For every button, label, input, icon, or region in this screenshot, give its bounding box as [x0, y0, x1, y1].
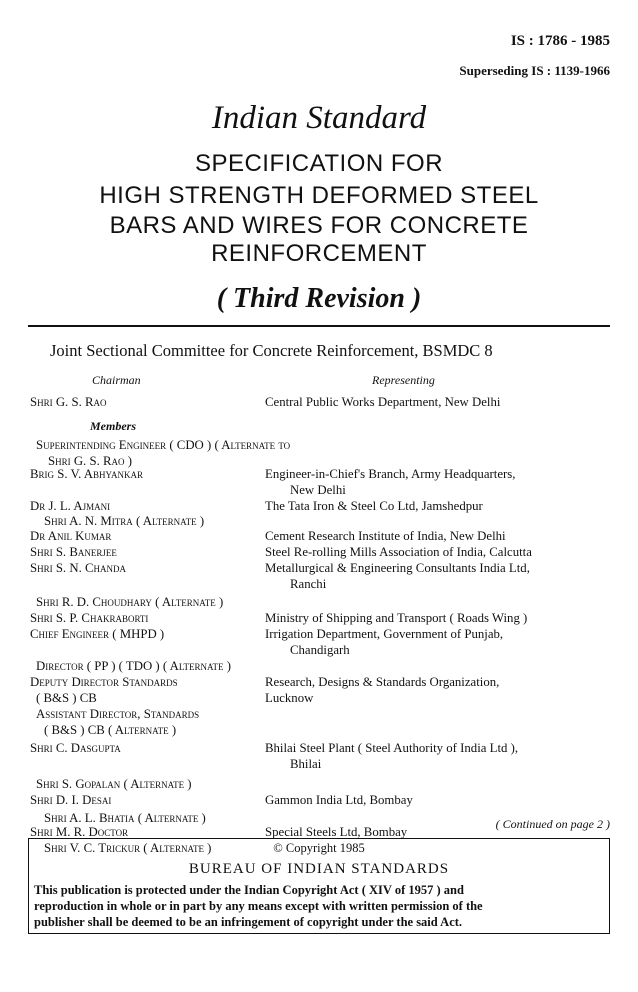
- member-name: Shri S. P. Chakraborti: [30, 611, 149, 625]
- member-name: Shri V. C. Trickur ( Alternate ): [44, 841, 212, 855]
- member-representing: Ranchi: [290, 577, 327, 591]
- member-name: Shri S. Banerjee: [30, 545, 117, 559]
- member-name: Shri S. Gopalan ( Alternate ): [36, 777, 192, 791]
- member-name: Superintending Engineer ( CDO ) ( Alternate to: [36, 438, 291, 452]
- member-name: Deputy Director Standards: [30, 675, 178, 689]
- member-name: Shri G. S. Rao ): [48, 454, 132, 468]
- standard-number: IS : 1786 - 1985: [510, 33, 610, 49]
- member-representing: Cement Research Institute of India, New Delhi: [265, 529, 506, 543]
- chairman-name: Shri G. S. Rao: [30, 395, 107, 409]
- member-name: Chief Engineer ( MHPD ): [30, 627, 165, 641]
- member-representing: Gammon India Ltd, Bombay: [265, 793, 413, 807]
- member-name: Assistant Director, Standards: [36, 707, 200, 721]
- members-heading: Members: [90, 419, 136, 433]
- member-name: Dr J. L. Ajmani: [30, 499, 111, 513]
- member-representing: Engineer-in-Chief's Branch, Army Headquarters,: [265, 467, 516, 481]
- member-representing: Metallurgical & Engineering Consultants India Ltd,: [265, 561, 530, 575]
- member-representing: Bhilai Steel Plant ( Steel Authority of India Ltd ),: [265, 741, 519, 755]
- superseding-note: Superseding IS : 1139-1966: [459, 63, 610, 78]
- title-line-1: SPECIFICATION FOR: [194, 150, 444, 177]
- member-representing: Ministry of Shipping and Transport ( Roads Wing ): [265, 611, 528, 625]
- member-name: Director ( PP ) ( TDO ) ( Alternate ): [36, 659, 231, 673]
- member-name: Shri A. N. Mitra ( Alternate ): [44, 514, 205, 528]
- member-name: Shri C. Dasgupta: [30, 741, 121, 755]
- committee-name: Joint Sectional Committee for Concrete Reinforcement, BSMDC 8: [50, 341, 493, 360]
- column-heading-chairman: Chairman: [92, 373, 141, 387]
- member-name: ( B&S ) CB: [36, 691, 97, 705]
- member-name: Brig S. V. Abhyankar: [30, 467, 144, 481]
- member-representing: Special Steels Ltd, Bombay: [265, 825, 408, 839]
- member-name: Shri D. I. Desai: [30, 793, 112, 807]
- member-name: ( B&S ) CB ( Alternate ): [44, 723, 177, 737]
- member-name: Shri A. L. Bhatia ( Alternate ): [44, 811, 206, 825]
- title-divider: [28, 325, 610, 327]
- member-representing: Steel Re-rolling Mills Association of India, Calcutta: [265, 545, 532, 559]
- title-line-3: BARS AND WIRES FOR CONCRETE: [109, 212, 529, 239]
- revision-label: ( Third Revision ): [216, 283, 422, 314]
- chairman-representing: Central Public Works Department, New Delhi: [265, 395, 501, 409]
- title-line-2: HIGH STRENGTH DEFORMED STEEL: [99, 182, 539, 209]
- member-representing: Bhilai: [290, 757, 322, 771]
- copyright-line: © Copyright 1985: [273, 841, 365, 855]
- continued-note: ( Continued on page 2 ): [495, 817, 610, 831]
- column-heading-representing: Representing: [372, 373, 435, 387]
- copyright-notice-line-2: reproduction in whole or in part by any means except with written permission of the: [34, 899, 483, 913]
- member-name: Shri R. D. Choudhary ( Alternate ): [36, 595, 224, 609]
- member-name: Shri S. N. Chanda: [30, 561, 127, 575]
- member-name: Shri M. R. Doctor: [30, 825, 129, 839]
- member-name: Dr Anil Kumar: [30, 529, 112, 543]
- member-representing: Research, Designs & Standards Organization,: [265, 675, 500, 689]
- title-line-4: REINFORCEMENT: [211, 240, 427, 267]
- copyright-notice-line-1: This publication is protected under the Indian Copyright Act ( XIV of 1957 ) and: [34, 883, 464, 897]
- member-representing: New Delhi: [290, 483, 346, 497]
- document-kicker: Indian Standard: [211, 100, 427, 136]
- member-representing: Lucknow: [265, 691, 314, 705]
- member-representing: Chandigarh: [290, 643, 350, 657]
- copyright-notice-line-3: publisher shall be deemed to be an infringement of copyright under the said Act.: [34, 915, 463, 929]
- member-representing: Irrigation Department, Government of Punjab,: [265, 627, 504, 641]
- member-representing: The Tata Iron & Steel Co Ltd, Jamshedpur: [265, 499, 483, 513]
- bureau-name: BUREAU OF INDIAN STANDARDS: [188, 861, 450, 877]
